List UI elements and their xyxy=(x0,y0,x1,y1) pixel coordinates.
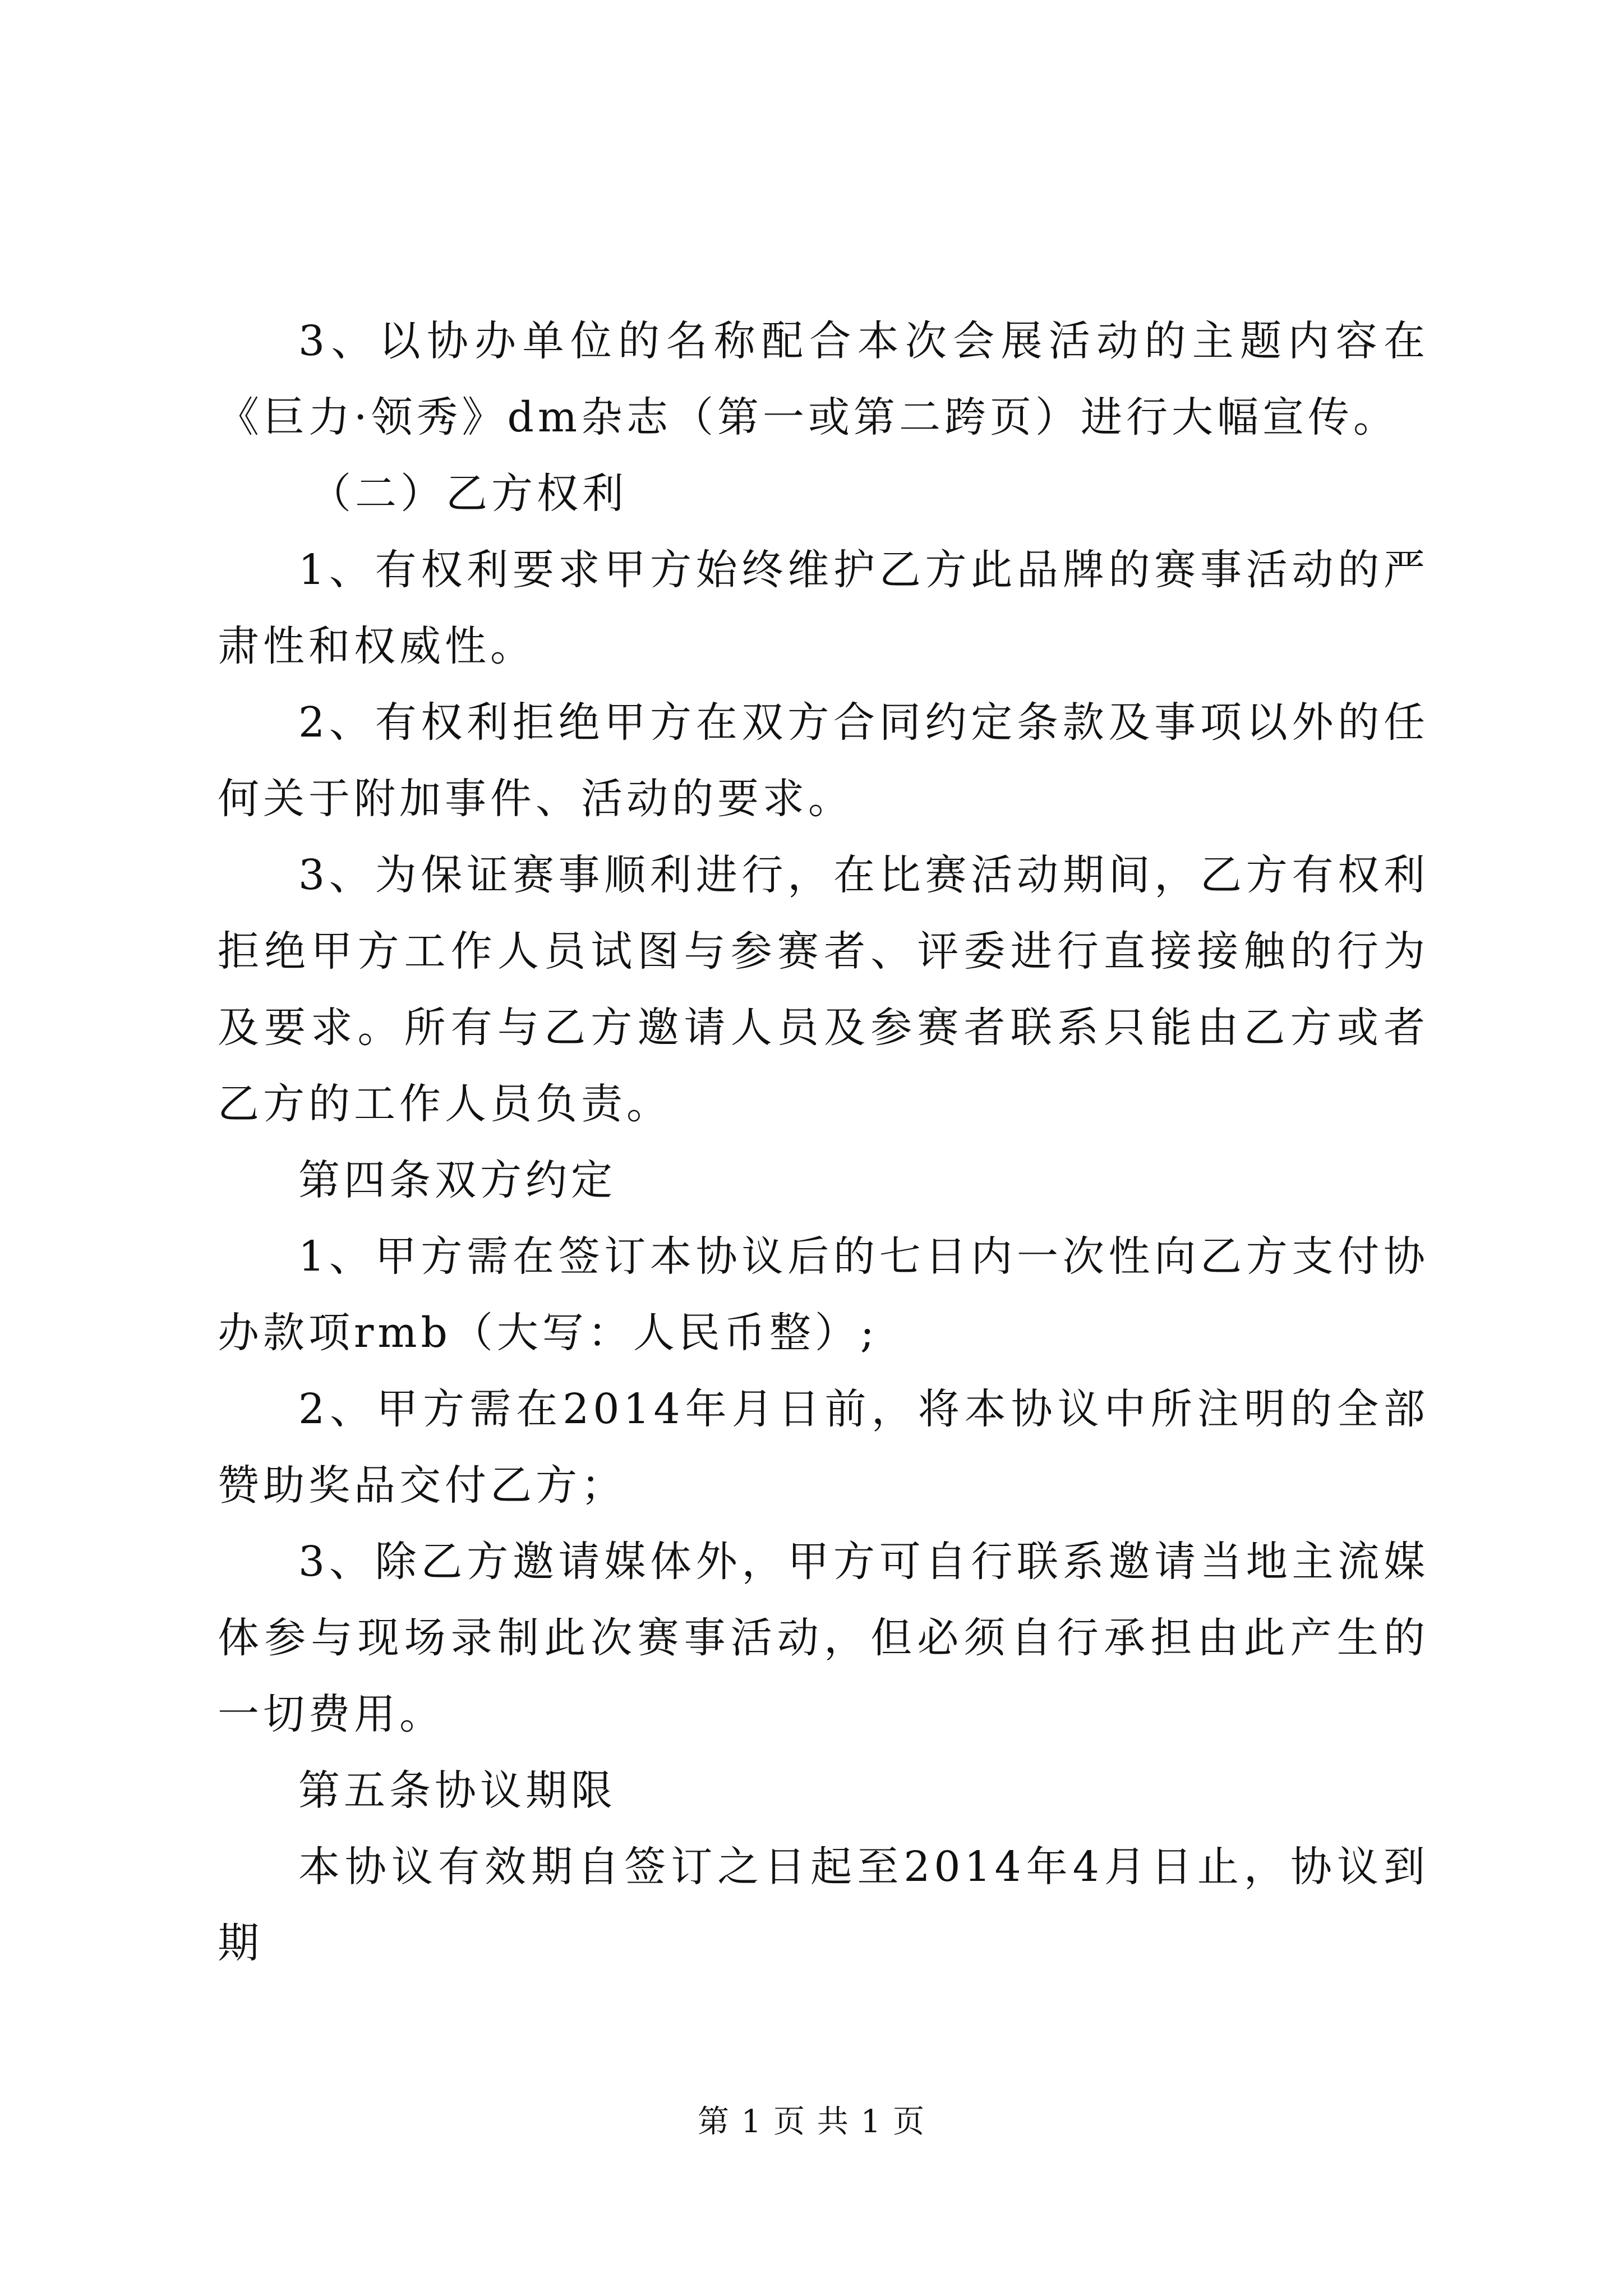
section-heading-party-b-rights: （二）乙方权利 xyxy=(310,470,628,518)
paragraph-agreement-1: 1、甲方需在签订本协议后的七日内一次性向乙方支付协办款项rmb（大写：人民币整）; xyxy=(218,1232,1429,1357)
page-number-footer: 第 1 页 共 1 页 xyxy=(697,2104,926,2140)
paragraph-right-1: 1、有权利要求甲方始终维护乙方此品牌的赛事活动的严肃性和权威性。 xyxy=(218,546,1429,670)
paragraph-term: 本协议有效期自签订之日起至2014年4月日止，协议到期 xyxy=(218,1843,1429,1967)
paragraph-agreement-3: 3、除乙方邀请媒体外，甲方可自行联系邀请当地主流媒体参与现场录制此次赛事活动，但必须自行承担由此产生的一切费用。 xyxy=(218,1538,1429,1738)
paragraph-agreement-2: 2、甲方需在2014年月日前，将本协议中所注明的全部赞助奖品交付乙方； xyxy=(218,1385,1429,1510)
article-heading-5: 第五条协议期限 xyxy=(298,1766,616,1815)
paragraph-clause-3-promotion: 3、以协办单位的名称配合本次会展活动的主题内容在《巨力·领秀》dm杂志（第一或第二跨页）进行大幅宣传。 xyxy=(218,317,1429,441)
document-body xyxy=(218,303,1429,1981)
paragraph-right-2: 2、有权利拒绝甲方在双方合同约定条款及事项以外的任何关于附加事件、活动的要求。 xyxy=(218,698,1429,823)
paragraph-right-3: 3、为保证赛事顺利进行，在比赛活动期间，乙方有权利拒绝甲方工作人员试图与参赛者、评委进行直接接触的行为及要求。所有与乙方邀请人员及参赛者联系只能由乙方或者乙方的工作人员负责。 xyxy=(218,851,1429,1128)
article-heading-4: 第四条双方约定 xyxy=(298,1156,616,1204)
